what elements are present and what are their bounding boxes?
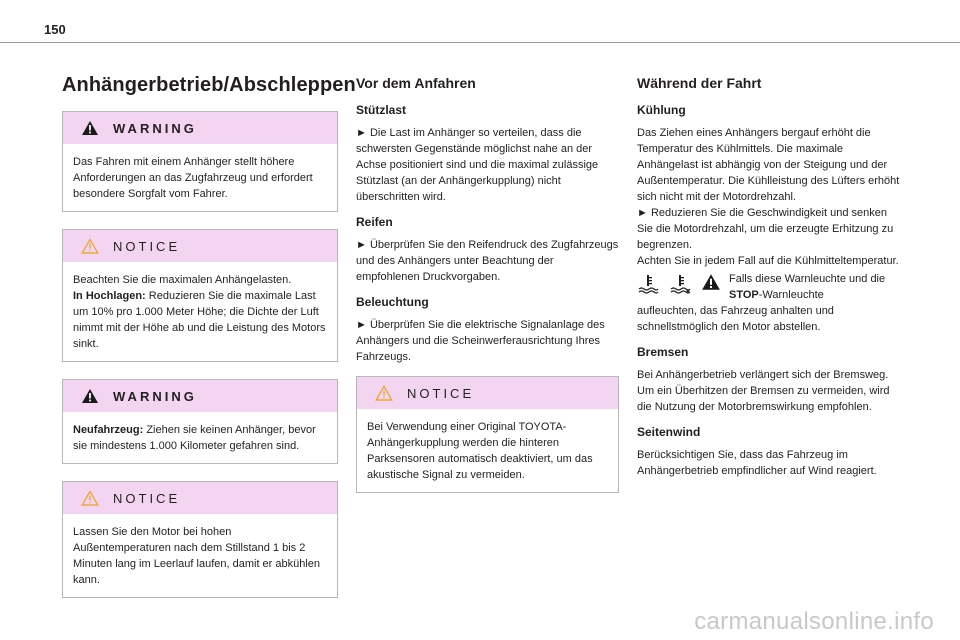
notice-icon <box>81 238 99 254</box>
column-left <box>62 60 356 615</box>
warning-header <box>63 112 337 144</box>
notice-header <box>63 230 337 262</box>
lamp-text-line: -Warnleuchte <box>758 289 824 301</box>
notice-text: Lassen Sie den Motor bei hohen Außentemperaturen nach dem Stillstand 1 bis 2 Minuten lang im Leerlauf laufen, damit er abkühlen kann. <box>73 526 321 586</box>
stop-label: STOP <box>729 289 759 301</box>
subsection-title: Beleuchtung <box>356 295 429 309</box>
section-title: Anhängerbetrieb/Abschleppen <box>62 74 356 96</box>
warning-box <box>62 379 338 464</box>
warning-lamp-icons <box>637 271 721 295</box>
paragraph: Bei Anhängerbetrieb verlängert sich der Bremsweg. Um ein Überhitzen der Bremsen zu vermeiden, wird die Nutzung der Motorbremswirkung empfohlen. <box>637 369 890 413</box>
notice-label: NOTICE <box>113 238 181 254</box>
warning-bold-label: Neufahrzeug: <box>73 424 144 436</box>
warning-box <box>62 111 338 212</box>
notice-box <box>62 229 338 362</box>
notice-text: Bei Verwendung einer Original TOYOTA-Anhängerkupplung werden die hinteren Parksensoren automatisch deaktiviert, um das akustische Signal zu vermeiden. <box>367 421 593 481</box>
notice-text-line: Beachten Sie die maximalen Anhängelasten. <box>73 274 292 286</box>
watermark: carmanualsonline.info <box>694 608 934 635</box>
page-number: 150 <box>44 22 66 37</box>
warning-icon <box>81 388 99 404</box>
notice-box <box>356 376 619 493</box>
warning-label: WARNING <box>113 388 197 404</box>
notice-label: NOTICE <box>113 490 181 506</box>
paragraph: ► Überprüfen Sie die elektrische Signalanlage des Anhängers und die Scheinwerferausrichtung Ihres Fahrzeugs. <box>356 319 605 363</box>
warning-icon <box>701 273 721 291</box>
subsection-title: Reifen <box>356 215 393 229</box>
paragraph: Achten Sie in jedem Fall auf die Kühlmitteltemperatur. <box>637 255 899 267</box>
paragraph: aufleuchten, das Fahrzeug anhalten und schnellstmöglich den Motor abstellen. <box>637 305 834 333</box>
warning-text: Ziehen sie keinen Anhänger, bevor sie mindestens 1.000 Kilometer gefahren sind. <box>73 424 316 452</box>
section-title: Vor dem Anfahren <box>356 75 476 91</box>
warning-body <box>63 412 337 463</box>
section-title: Während der Fahrt <box>637 75 762 91</box>
subsection-title: Bremsen <box>637 345 689 359</box>
column-right <box>637 60 903 485</box>
warning-label: WARNING <box>113 120 197 136</box>
notice-header <box>357 377 618 409</box>
notice-bold-label: In Hochlagen: <box>73 290 146 302</box>
notice-body <box>63 262 337 361</box>
notice-icon <box>375 385 393 401</box>
warning-icon <box>81 120 99 136</box>
warning-lamps-row <box>637 271 903 303</box>
warning-lamp-text <box>729 271 885 303</box>
subsection-title: Seitenwind <box>637 425 701 439</box>
notice-icon <box>81 490 99 506</box>
header-divider <box>0 42 960 43</box>
paragraph: Berücksichtigen Sie, dass das Fahrzeug im Anhängerbetrieb empfindlicher auf Wind reagiert. <box>637 449 877 477</box>
paragraph: ► Reduzieren Sie die Geschwindigkeit und senken Sie die Motordrehzahl, um die erzeugte Erhitzung zu begrenzen. <box>637 207 894 251</box>
notice-box <box>62 481 338 598</box>
paragraph: ► Die Last im Anhänger so verteilen, dass die schwersten Gegenstände möglichst nahe an der Achse positioniert sind und die maximal zulässige Stützlast (an der Anhängerkupplung) nicht überschritten wird. <box>356 127 599 203</box>
subsection-title: Stützlast <box>356 103 407 117</box>
notice-header <box>63 482 337 514</box>
lamp-text-line: Falls diese Warnleuchte und die <box>729 273 886 285</box>
notice-text: Reduzieren Sie die maximale Last um 10% pro 1.000 Meter Höhe; die Dichte der Luft nimmt mit der Höhe ab und die Leistung des Motors sinkt. <box>73 290 326 350</box>
warning-text: Das Fahren mit einem Anhänger stellt höhere Anforderungen an das Zugfahrzeug und erfordert besondere Sorgfalt vom Fahrer. <box>73 156 313 200</box>
paragraph: Das Ziehen eines Anhängers bergauf erhöht die Temperatur des Kühlmittels. Die maximale Anhängelast ist abhängig von der Steigung und der Außentemperatur. Die Kühlleistung des Lüfters erhöht sich nicht mit der Motordrehzahl. <box>637 127 900 203</box>
warning-header <box>63 380 337 412</box>
paragraph: ► Überprüfen Sie den Reifendruck des Zugfahrzeugs und des Anhängers unter Beachtung der empfohlenen Druckvorgaben. <box>356 239 619 283</box>
subsection-title: Kühlung <box>637 103 686 117</box>
coolant-temperature-icon <box>669 273 691 295</box>
coolant-temperature-icon <box>637 273 659 295</box>
notice-label: NOTICE <box>407 385 475 401</box>
column-middle <box>356 60 619 510</box>
